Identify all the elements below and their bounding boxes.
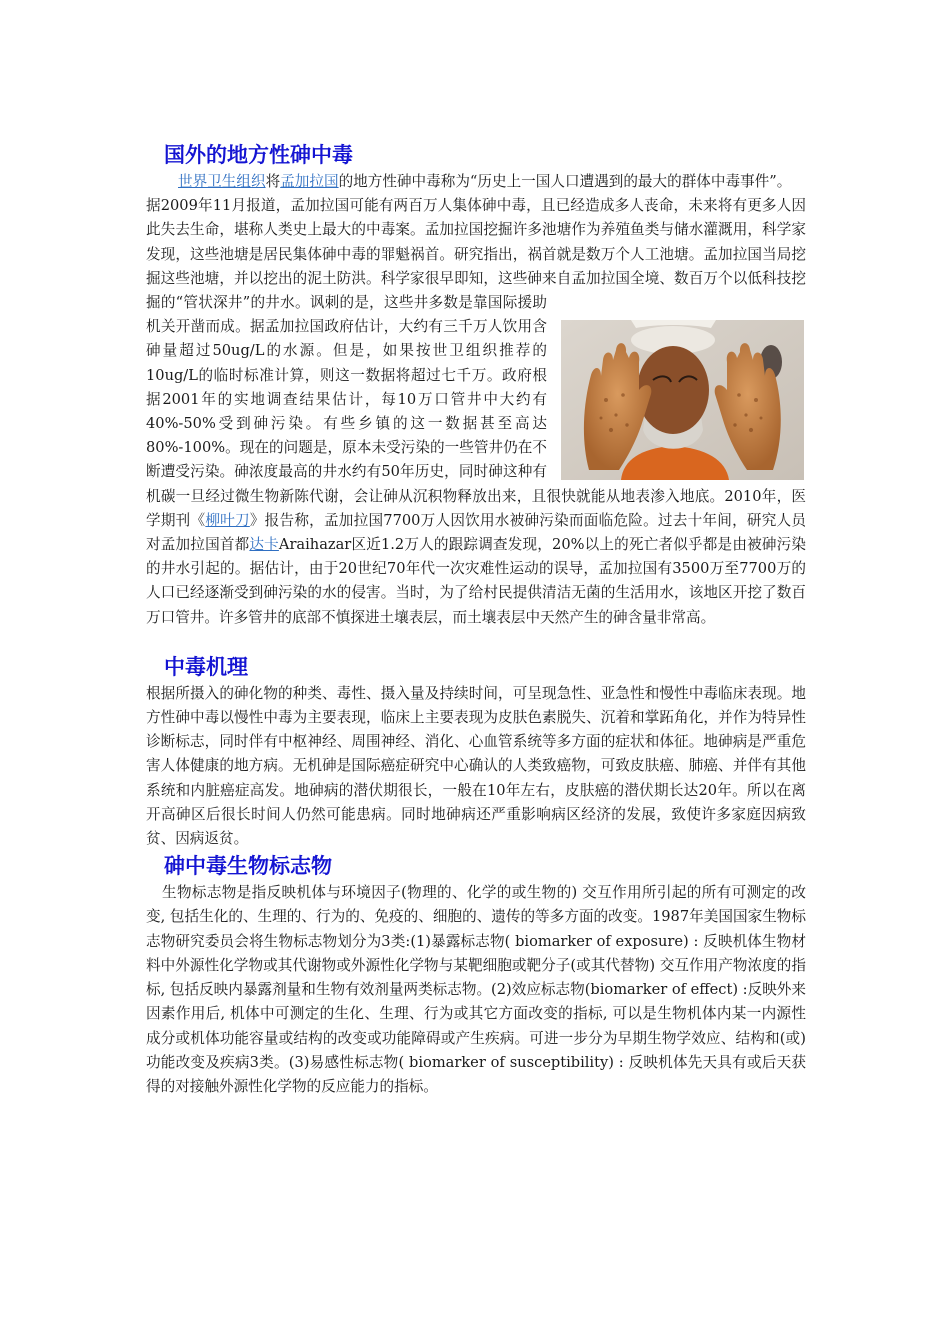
arsenic-patient-photo bbox=[561, 320, 804, 480]
paragraph-mechanism: 根据所摄入的砷化物的种类、毒性、摄入量及持续时间，可呈现急性、亚急性和慢性中毒临床表现。地方性砷中毒以慢性中毒为主要表现，临床上主要表现为皮肤色素脱失、沉着和掌跖角化，并作为特异性诊断标志，同时伴有中枢神经、周围神经、消化、心血管系统等多方面的症状和体征。地砷病是严重危害人体健康的地方病。无机砷是国际癌症研究中心确认的人类致癌物，可致皮肤癌、肺癌、并伴有其他系统和内脏癌症高发。地砷病的潜伏期很长，一般在10年左右，皮肤癌的潜伏期长达20年。所以在离开高砷区后很长时间人仍然可能患病。同时地砷病还严重影响病区经济的发展，致使许多家庭因病致贫、因病返贫。 bbox=[146, 684, 806, 848]
section-heading-foreign-arsenic: 国外的地方性砷中毒 bbox=[164, 143, 353, 167]
paragraph-biomarkers: 生物标志物是指反映机体与环境因子(物理的、化学的或生物的) 交互作用所引起的所有可测定的改变, 包括生化的、生理的、行为的、免疫的、细胞的、遗传的等多方面的改变。1987年美国国家生物标志物研究委员会将生物标志物划分为3类:(1)暴露标志物( biomarker of exposure) : 反映机体生物材料中外源性化学物或其代谢物或外源性化学物与某靶细胞或靶分子(或其代替物) 交互作用产物浓度的指标, 包括反映内暴露剂量和生物有效剂量两类标志物。(2)效应标志物(biomarker of effect) :反映外来因素作用后, 机体中可测定的生化、生理、行为或其它方面改变的指标, 可以是生物机体内某一内源性成分或机体功能容量或结构的改变或功能障碍或产生疾病。可进一步分为早期生物学效应、结构和(或) 功能改变及疾病3类。(3)易感性标志物( biomarker of susceptibility) : 反映机体先天具有或后天获得的对接触外源性化学物的反应能力的指标。 bbox=[146, 884, 806, 1095]
link-dhaka[interactable]: 达卡 bbox=[249, 536, 279, 554]
document-body bbox=[146, 140, 806, 1099]
link-who[interactable]: 世界卫生组织 bbox=[178, 173, 266, 190]
section-heading-mechanism: 中毒机理 bbox=[164, 654, 248, 679]
photo-illustration bbox=[561, 320, 804, 480]
paragraph-bangladesh-report: 据2009年11月报道，孟加拉国可能有两百万人集体砷中毒，且已经造成多人丧命，未来将有更多人因此失去生命，堪称人类史上最大的中毒案。孟加拉国挖掘许多池塘作为养殖鱼类与储水灌溉用，科学家发现，这些池塘是居民集体砷中毒的罪魁祸首。研究指出，祸首就是数万个人工池塘。孟加拉国当局挖掘这些池塘，并以挖出的泥土防洪。科学家很早即知，这些砷来自孟加拉国全境、数百万个以低科技挖掘的“管状深井”的井水。讽刺的是，这些井多数是靠国际援助机关开凿而成。据孟加拉国政府估计，大约有三千万人饮用含砷量超过50ug/L的水源。但是，如果按世卫组织推荐的10ug/L的临时标准计算，则这一数据将超过七千万。政府根据2001年的实地调查结果估计，每10万口管井中大约有40%-50%受到砷污染。有些乡镇的这一数据甚至高达80%-100%。现在的问题是，原本未受污染的一些管井仍在不断遭受污染。砷浓度最高的井水约有50年历史，同时砷这种有机碳一旦经过微生物新陈代谢，会让砷从沉积物释放出来，且很快就能从地表渗入地底。2010年，医学期刊《柳叶刀》报告称，孟加拉国7700万人因饮用水被砷污染而面临危险。过去十年间，研究人员对孟加拉国首都达卡Araihazar区近1.2万人的跟踪调查发现，20%以上的死亡者似乎都是由被砷污染的井水引起的。据估计，由于20世纪70年代一次灾难性运动的误导，孟加拉国有3500万至7700万的人口已经逐渐受到砷污染的水的侵害。当时，为了给村民提供清洁无菌的生活用水，该地区开挖了数百万口管井。许多管井的底部不慎探进土壤表层，而土壤表层中天然产生的砷含量非常高。 bbox=[146, 197, 806, 626]
link-bangladesh[interactable]: 孟加拉国 bbox=[280, 173, 339, 190]
paragraph-who-quote: 世界卫生组织将孟加拉国的地方性砷中毒称为“历史上一国人口遭遇到的最大的群体中毒事件”。 bbox=[178, 173, 792, 190]
link-lancet[interactable]: 柳叶刀 bbox=[205, 511, 250, 529]
section-heading-biomarkers: 砷中毒生物标志物 bbox=[164, 854, 332, 879]
